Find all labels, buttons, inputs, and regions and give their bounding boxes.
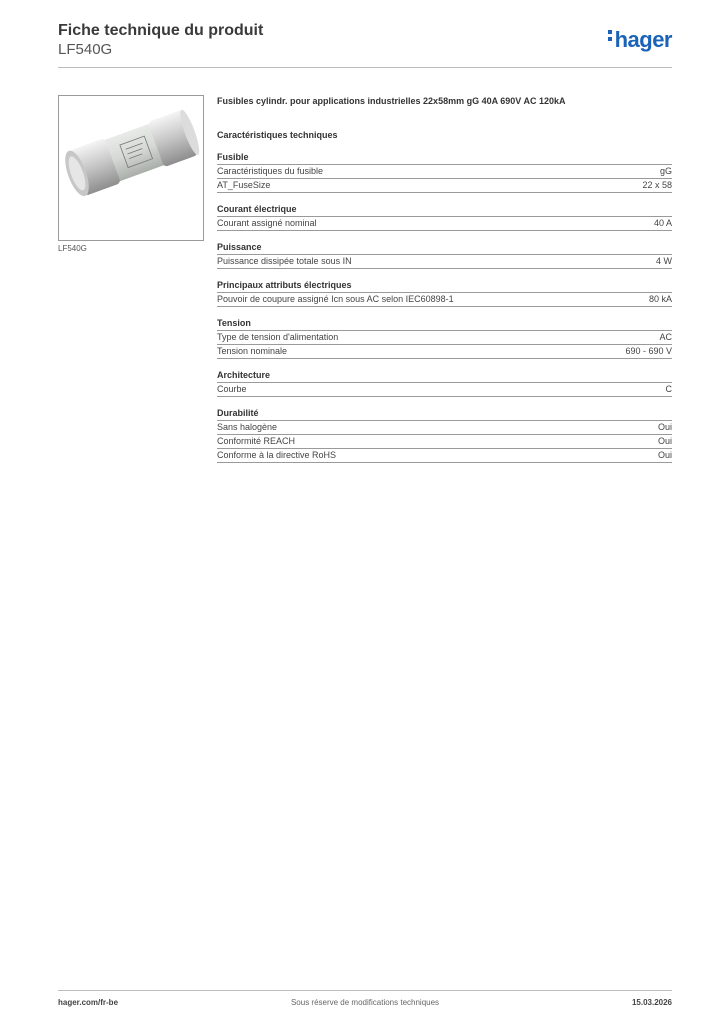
product-content bbox=[217, 95, 672, 463]
product-image-caption: LF540G bbox=[58, 244, 87, 253]
spec-value: 80 kA bbox=[648, 294, 672, 304]
spec-label: Tension nominale bbox=[217, 346, 288, 356]
spec-row bbox=[217, 449, 672, 463]
specs-heading: Caractéristiques techniques bbox=[217, 130, 338, 140]
spec-row bbox=[217, 165, 672, 179]
spec-label: AT_FuseSize bbox=[217, 180, 271, 190]
spec-groups bbox=[217, 151, 672, 463]
spec-row bbox=[217, 179, 672, 193]
spec-value: C bbox=[665, 384, 672, 394]
spec-label: Puissance dissipée totale sous IN bbox=[217, 256, 352, 266]
spec-value: Oui bbox=[657, 436, 672, 446]
spec-row bbox=[217, 421, 672, 435]
spec-label: Conformité REACH bbox=[217, 436, 296, 446]
header-divider bbox=[58, 67, 672, 68]
spec-row bbox=[217, 435, 672, 449]
spec-group bbox=[217, 407, 672, 463]
spec-label: Type de tension d'alimentation bbox=[217, 332, 339, 342]
spec-label: Courbe bbox=[217, 384, 247, 394]
spec-value: Oui bbox=[657, 450, 672, 460]
spec-value: 4 W bbox=[655, 256, 672, 266]
spec-group bbox=[217, 279, 672, 307]
spec-group-title: Principaux attributs électriques bbox=[217, 279, 672, 293]
spec-row bbox=[217, 345, 672, 359]
spec-group-title: Tension bbox=[217, 317, 672, 331]
spec-label: Conforme à la directive RoHS bbox=[217, 450, 337, 460]
footer-website: hager.com/fr-be bbox=[58, 998, 119, 1007]
spec-group-title: Puissance bbox=[217, 241, 672, 255]
document-footer bbox=[58, 998, 672, 1010]
product-image bbox=[58, 95, 204, 241]
spec-group bbox=[217, 317, 672, 359]
spec-value: AC bbox=[659, 332, 672, 342]
hager-logo bbox=[608, 27, 672, 53]
spec-row bbox=[217, 331, 672, 345]
spec-value: 690 - 690 V bbox=[625, 346, 672, 356]
spec-row bbox=[217, 255, 672, 269]
spec-value: 22 x 58 bbox=[642, 180, 672, 190]
fuse-cartridge-icon bbox=[59, 96, 203, 240]
spec-group bbox=[217, 369, 672, 397]
spec-value: 40 A bbox=[653, 218, 672, 228]
footer-notice: Sous réserve de modifications techniques bbox=[290, 998, 440, 1007]
page-title: Fiche technique du produit bbox=[58, 22, 264, 39]
spec-group-title: Durabilité bbox=[217, 407, 672, 421]
spec-group bbox=[217, 151, 672, 193]
product-description: Fusibles cylindr. pour applications industrielles 22x58mm gG 40A 690V AC 120kA bbox=[217, 96, 566, 106]
spec-group-title: Architecture bbox=[217, 369, 672, 383]
footer-date: 15.03.2026 bbox=[631, 998, 672, 1007]
spec-row bbox=[217, 217, 672, 231]
spec-label: Caractéristiques du fusible bbox=[217, 166, 324, 176]
spec-label: Courant assigné nominal bbox=[217, 218, 317, 228]
logo-text: hager bbox=[614, 27, 672, 52]
spec-row bbox=[217, 293, 672, 307]
footer-divider bbox=[58, 990, 672, 991]
spec-value: gG bbox=[659, 166, 672, 176]
spec-value: Oui bbox=[657, 422, 672, 432]
spec-label: Pouvoir de coupure assigné Icn sous AC selon IEC60898-1 bbox=[217, 294, 454, 304]
spec-group-title: Fusible bbox=[217, 151, 672, 165]
logo-dots-icon bbox=[608, 30, 613, 44]
document-header bbox=[58, 22, 672, 68]
spec-group-title: Courant électrique bbox=[217, 203, 672, 217]
product-reference: LF540G bbox=[58, 41, 113, 58]
spec-row bbox=[217, 383, 672, 397]
spec-group bbox=[217, 241, 672, 269]
spec-group bbox=[217, 203, 672, 231]
spec-label: Sans halogène bbox=[217, 422, 278, 432]
